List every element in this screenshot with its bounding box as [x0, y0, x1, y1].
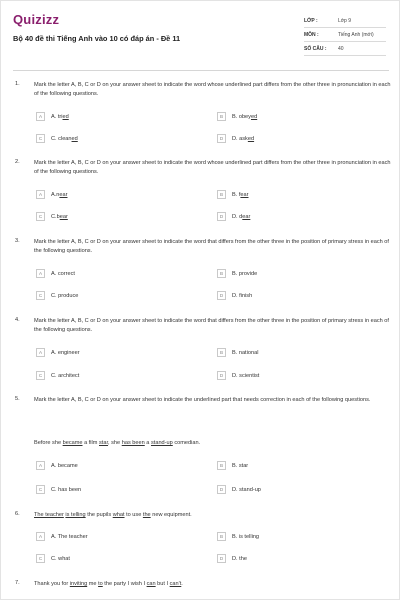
quizizz-logo: Quizizz: [13, 12, 60, 27]
option-underlined-part: ed: [250, 113, 258, 120]
answer-option-c[interactable]: [36, 371, 79, 380]
option-text: [232, 192, 249, 198]
option-underlined-part: ed: [62, 113, 69, 120]
option-letter-box: B: [217, 461, 226, 470]
option-text-part: B. national: [232, 349, 259, 356]
answer-option-d[interactable]: [217, 291, 252, 300]
option-text-part: C. architect: [51, 372, 80, 379]
option-text: [232, 487, 261, 493]
option-text: [51, 214, 68, 220]
meta-row-class: [304, 14, 386, 28]
underlined-part: star: [99, 440, 109, 446]
answer-option-b[interactable]: [217, 190, 249, 199]
option-text: [232, 350, 258, 356]
option-underlined-part: ear: [59, 191, 68, 198]
option-letter-box: B: [217, 190, 226, 199]
meta-table: [304, 14, 386, 56]
option-text: [51, 350, 80, 356]
question-number: 6.: [15, 511, 20, 517]
answer-option-b[interactable]: [217, 112, 257, 121]
answer-option-a[interactable]: [36, 348, 80, 357]
answer-option-b[interactable]: [217, 461, 248, 470]
question-7: [1, 580, 400, 587]
option-text-part: A. engineer: [51, 349, 80, 356]
underlined-part: can: [146, 581, 156, 587]
worksheet-title: Bộ 40 đề thi Tiếng Anh vào 10 có đáp án - Đề 11: [13, 34, 181, 43]
text-part: .: [181, 581, 183, 587]
question-number: 3.: [15, 238, 20, 244]
option-text-part: B. obey: [232, 113, 251, 120]
option-text-part: A.n: [51, 191, 60, 198]
meta-value: Tiếng Anh (mới): [338, 31, 374, 38]
option-underlined-part: ed: [247, 135, 255, 142]
question-instruction: Mark the letter A, B, C or D on your answer sheet to indicate the word whose underlined part differs from the other three in pronunciation in each of the following questions.: [34, 160, 391, 175]
option-text: [51, 293, 78, 299]
underlined-part: became: [62, 440, 83, 446]
answer-option-d[interactable]: [217, 371, 259, 380]
option-underlined-part: ear: [240, 191, 249, 198]
option-text-part: A. became: [51, 462, 78, 469]
option-text-part: C. what: [51, 555, 70, 562]
option-underlined-part: ear: [242, 213, 251, 220]
meta-label: LỚP :: [304, 17, 318, 24]
question-3: [1, 238, 400, 254]
option-text-part: B. provide: [232, 270, 258, 277]
option-letter-box: B: [217, 269, 226, 278]
option-text-part: A. correct: [51, 270, 75, 277]
option-text-part: D. the: [232, 555, 247, 562]
answer-option-c[interactable]: [36, 212, 68, 221]
option-letter-box: D: [217, 371, 226, 380]
text-part: , she: [108, 440, 122, 446]
question-instruction: Mark the letter A, B, C or D on your answer sheet to indicate the underlined part that needs correction in each of the following questions.: [34, 397, 371, 403]
meta-value: 40: [338, 45, 344, 52]
underlined-part: the: [142, 512, 151, 518]
text-part: a film: [82, 440, 99, 446]
option-text-part: D. d: [232, 213, 243, 220]
answer-option-a[interactable]: [36, 190, 68, 199]
question-number: 1.: [15, 81, 20, 87]
answer-option-b[interactable]: [217, 348, 258, 357]
option-underlined-part: ear: [59, 213, 68, 220]
option-letter-box: B: [217, 532, 226, 541]
option-text: [232, 534, 259, 540]
question-4: [1, 317, 400, 333]
option-letter-box: B: [217, 112, 226, 121]
option-text-part: B. f: [232, 191, 241, 198]
option-letter-box: D: [217, 134, 226, 143]
question-2: [1, 159, 400, 175]
option-text: [232, 114, 257, 120]
option-text: [232, 556, 247, 562]
option-letter-box: A: [36, 532, 45, 541]
text-part: Thank you for: [34, 581, 70, 587]
option-letter-box: C: [36, 212, 45, 221]
option-letter-box: D: [217, 291, 226, 300]
underlined-part: can't: [169, 581, 182, 587]
answer-option-b[interactable]: [217, 269, 257, 278]
option-text: [51, 136, 78, 142]
option-letter-box: A: [36, 348, 45, 357]
underlined-part: inviting: [69, 581, 88, 587]
question-instruction: Mark the letter A, B, C or D on your answer sheet to indicate the word whose underlined part differs from the other three in pronunciation in each of the following questions.: [34, 82, 391, 97]
text-part: to use: [124, 512, 143, 518]
question-5: [1, 396, 400, 403]
option-letter-box: A: [36, 269, 45, 278]
option-text-part: B. is telling: [232, 533, 260, 540]
option-text-part: D. ask: [232, 135, 248, 142]
meta-row-subject: [304, 28, 386, 42]
meta-label: SỐ CÂU :: [304, 45, 327, 52]
option-text: [232, 293, 252, 299]
question-number: 7.: [15, 580, 20, 586]
answer-option-c[interactable]: [36, 554, 70, 563]
question-1: [1, 81, 400, 97]
worksheet-header: [1, 1, 400, 65]
option-text: [51, 192, 68, 198]
option-text: [51, 463, 78, 469]
option-letter-box: A: [36, 112, 45, 121]
option-text: [232, 214, 250, 220]
underlined-part: The teacher: [34, 512, 64, 518]
option-text-part: D. finish: [232, 292, 253, 299]
option-text-part: A. tri: [51, 113, 63, 120]
underlined-part: what: [112, 512, 125, 518]
option-text: [232, 463, 248, 469]
option-text-part: A. The teacher: [51, 533, 88, 540]
question-sentence: [34, 511, 394, 520]
meta-value: Lớp 9: [338, 17, 352, 24]
option-letter-box: C: [36, 134, 45, 143]
answer-option-c[interactable]: [36, 291, 78, 300]
text-part: comedian.: [172, 440, 201, 446]
option-underlined-part: ed: [71, 135, 78, 142]
text-part: the pupils: [85, 512, 113, 518]
option-letter-box: A: [36, 190, 45, 199]
answer-option-a[interactable]: [36, 112, 69, 121]
underlined-part: has been: [121, 440, 145, 446]
option-text-part: C. produce: [51, 292, 79, 299]
question-number: 5.: [15, 396, 20, 402]
option-text: [232, 373, 259, 379]
question-sentence: [34, 440, 200, 446]
answer-option-a[interactable]: [36, 269, 75, 278]
option-text-part: C. clean: [51, 135, 72, 142]
option-letter-box: D: [217, 212, 226, 221]
answer-option-a[interactable]: [36, 532, 88, 541]
option-text-part: D. scientist: [232, 372, 260, 379]
question-number: 4.: [15, 317, 20, 323]
answer-option-d[interactable]: [217, 485, 261, 494]
text-part: a: [144, 440, 151, 446]
option-text: [51, 556, 70, 562]
option-text-part: D. stand-up: [232, 486, 261, 493]
option-text: [232, 136, 254, 142]
answer-option-b[interactable]: [217, 532, 259, 541]
option-letter-box: D: [217, 554, 226, 563]
underlined-part: is telling: [65, 512, 86, 518]
question-number: 2.: [15, 159, 20, 165]
answer-option-c[interactable]: [36, 134, 78, 143]
text-part: but I: [155, 581, 170, 587]
option-letter-box: C: [36, 371, 45, 380]
answer-option-a[interactable]: [36, 461, 78, 470]
question-instruction: Mark the letter A, B, C or D on your answer sheet to indicate the word that differs from the other three in the position of primary stress in each of the following questions.: [34, 239, 389, 254]
text-part: Before she: [34, 440, 63, 446]
answer-option-d[interactable]: [217, 554, 247, 563]
option-letter-box: C: [36, 554, 45, 563]
option-text-part: C.b: [51, 213, 60, 220]
question-instruction: Mark the letter A, B, C or D on your answer sheet to indicate the word that differs from the other three in the position of primary stress in each of the following questions.: [34, 318, 389, 333]
option-text-part: C. has been: [51, 486, 82, 493]
underlined-part: to: [98, 581, 103, 587]
answer-option-d[interactable]: [217, 212, 250, 221]
option-letter-box: C: [36, 485, 45, 494]
option-text: [51, 487, 81, 493]
meta-label: MÔN :: [304, 31, 319, 38]
option-text: [51, 271, 75, 277]
underlined-part: stand-up: [150, 440, 173, 446]
question-6: [1, 511, 400, 518]
header-divider: [13, 70, 389, 71]
text-part: me: [87, 581, 99, 587]
option-letter-box: D: [217, 485, 226, 494]
question-sentence: [34, 580, 394, 589]
text-part: new equipment.: [150, 512, 192, 518]
option-text: [232, 271, 257, 277]
option-text: [51, 534, 88, 540]
text-part: the party I wish I: [102, 581, 147, 587]
option-letter-box: A: [36, 461, 45, 470]
answer-option-d[interactable]: [217, 134, 254, 143]
meta-row-count: [304, 42, 386, 56]
option-text: [51, 114, 69, 120]
option-letter-box: C: [36, 291, 45, 300]
option-letter-box: B: [217, 348, 226, 357]
option-text: [51, 373, 79, 379]
option-text-part: B. star: [232, 462, 249, 469]
answer-option-c[interactable]: [36, 485, 81, 494]
